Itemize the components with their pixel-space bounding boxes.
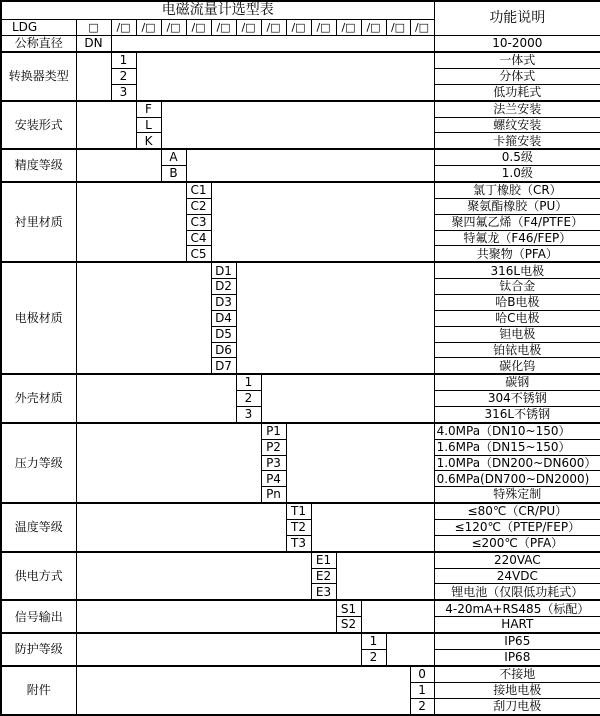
category-label: 信号输出 bbox=[1, 600, 76, 633]
category-label: 公称直径 bbox=[1, 36, 76, 52]
option-desc: 1.0MPa（DN200~DN600） bbox=[434, 455, 600, 471]
option-code: C1 bbox=[186, 182, 211, 198]
left-spacer-cell bbox=[76, 262, 211, 374]
model-slot-box: /□ bbox=[386, 20, 410, 36]
option-code: P3 bbox=[261, 455, 286, 471]
option-code: F bbox=[136, 101, 161, 117]
option-desc: 低功耗式 bbox=[434, 84, 600, 100]
option-desc: ≤120℃（PTEP/FEP） bbox=[434, 520, 600, 536]
option-desc: 螺纹安装 bbox=[434, 117, 600, 133]
option-desc: 钽电极 bbox=[434, 326, 600, 342]
right-spacer-cell bbox=[211, 182, 434, 262]
left-spacer-cell bbox=[76, 666, 410, 715]
option-desc: 哈C电极 bbox=[434, 310, 600, 326]
model-slot-box: /□ bbox=[211, 20, 236, 36]
left-spacer-cell bbox=[76, 374, 236, 423]
option-code: S1 bbox=[336, 600, 361, 616]
option-code: D4 bbox=[211, 310, 236, 326]
option-row bbox=[1, 552, 600, 568]
option-code: C2 bbox=[186, 199, 211, 215]
option-desc: HART bbox=[434, 617, 600, 633]
option-row bbox=[1, 374, 600, 390]
table-title: 电磁流量计选型表 bbox=[1, 1, 434, 20]
option-desc: 304不锈钢 bbox=[434, 391, 600, 407]
option-desc: 316L电极 bbox=[434, 262, 600, 278]
left-spacer-cell bbox=[76, 600, 336, 633]
option-desc: 220VAC bbox=[434, 552, 600, 568]
right-spacer-cell bbox=[136, 52, 434, 101]
option-code: 0 bbox=[410, 666, 434, 682]
option-code: E3 bbox=[311, 584, 336, 600]
category-label: 电极材质 bbox=[1, 262, 76, 374]
model-slot-box: /□ bbox=[111, 20, 136, 36]
option-code: P2 bbox=[261, 439, 286, 455]
option-desc: ≤200℃（PFA） bbox=[434, 535, 600, 551]
option-desc: 接地电极 bbox=[434, 682, 600, 698]
option-code: T2 bbox=[286, 520, 311, 536]
model-slot-box: /□ bbox=[361, 20, 386, 36]
right-spacer-cell bbox=[286, 423, 434, 503]
option-desc: 碳钢 bbox=[434, 374, 600, 390]
model-slot-box: /□ bbox=[311, 20, 336, 36]
diameter-code: DN bbox=[76, 36, 111, 52]
option-code: C3 bbox=[186, 214, 211, 230]
right-spacer-cell bbox=[161, 101, 434, 150]
option-code: D6 bbox=[211, 342, 236, 358]
option-code: D5 bbox=[211, 326, 236, 342]
right-spacer-cell bbox=[386, 633, 434, 666]
option-desc: IP68 bbox=[434, 650, 600, 666]
right-spacer-cell bbox=[186, 149, 434, 182]
option-desc: ≤80℃（CR/PU） bbox=[434, 503, 600, 519]
left-spacer-cell bbox=[76, 52, 111, 101]
option-desc: 4-20mA+RS485（标配） bbox=[434, 600, 600, 616]
option-desc: 316L不锈钢 bbox=[434, 406, 600, 422]
option-code: 1 bbox=[410, 682, 434, 698]
model-slot-box: /□ bbox=[161, 20, 186, 36]
option-desc: 碳化钨 bbox=[434, 358, 600, 374]
category-label: 转换器类型 bbox=[1, 52, 76, 101]
option-row bbox=[1, 149, 600, 165]
left-spacer-cell bbox=[76, 423, 261, 503]
model-slot-box: /□ bbox=[286, 20, 311, 36]
option-code: 2 bbox=[361, 650, 386, 666]
right-spacer-cell bbox=[236, 262, 434, 374]
category-label: 压力等级 bbox=[1, 423, 76, 503]
right-spacer-cell bbox=[336, 552, 434, 601]
option-desc: 共聚物（PFA） bbox=[434, 246, 600, 262]
category-label: 外壳材质 bbox=[1, 374, 76, 423]
option-row bbox=[1, 262, 600, 278]
left-spacer-cell bbox=[76, 503, 286, 552]
left-spacer-cell bbox=[76, 633, 361, 666]
left-spacer-cell bbox=[76, 552, 311, 601]
function-column-header: 功能说明 bbox=[434, 1, 600, 36]
option-desc: 氯丁橡胶（CR） bbox=[434, 182, 600, 198]
category-label: 温度等级 bbox=[1, 503, 76, 552]
option-code: B bbox=[161, 166, 186, 182]
category-label: 防护等级 bbox=[1, 633, 76, 666]
option-code: 3 bbox=[111, 84, 136, 100]
model-slot-box: /□ bbox=[261, 20, 286, 36]
option-code: T1 bbox=[286, 503, 311, 519]
option-row bbox=[1, 633, 600, 649]
diameter-row bbox=[1, 36, 600, 52]
option-desc: 法兰安装 bbox=[434, 101, 600, 117]
option-desc: 4.0MPa（DN10~150） bbox=[434, 423, 600, 439]
option-code: 2 bbox=[236, 391, 261, 407]
option-desc: 特殊定制 bbox=[434, 487, 600, 503]
option-code: D1 bbox=[211, 262, 236, 278]
option-desc: 24VDC bbox=[434, 568, 600, 584]
option-row bbox=[1, 52, 600, 68]
option-row bbox=[1, 503, 600, 519]
option-row bbox=[1, 182, 600, 198]
option-code: C4 bbox=[186, 230, 211, 246]
option-code: P4 bbox=[261, 471, 286, 487]
model-first-box: □ bbox=[76, 20, 111, 36]
option-desc: IP65 bbox=[434, 633, 600, 649]
option-desc: 锂电池（仅限低功耗式） bbox=[434, 584, 600, 600]
option-code: K bbox=[136, 133, 161, 149]
option-code: P1 bbox=[261, 423, 286, 439]
option-desc: 1.6MPa（DN15~150） bbox=[434, 439, 600, 455]
option-code: D7 bbox=[211, 358, 236, 374]
option-code: 1 bbox=[236, 374, 261, 390]
right-spacer-cell bbox=[311, 503, 434, 552]
left-spacer-cell bbox=[76, 182, 186, 262]
left-spacer-cell bbox=[76, 101, 136, 150]
option-code: E1 bbox=[311, 552, 336, 568]
category-label: 供电方式 bbox=[1, 552, 76, 601]
option-desc: 0.5级 bbox=[434, 149, 600, 165]
model-slot-box: /□ bbox=[236, 20, 261, 36]
left-spacer-cell bbox=[76, 149, 161, 182]
option-code: 3 bbox=[236, 406, 261, 422]
model-slot-box: /□ bbox=[410, 20, 434, 36]
option-desc: 聚氨酯橡胶（PU） bbox=[434, 199, 600, 215]
right-spacer-cell bbox=[361, 600, 434, 633]
spacer-cell bbox=[111, 36, 434, 52]
category-label: 衬里材质 bbox=[1, 182, 76, 262]
option-desc: 哈B电极 bbox=[434, 295, 600, 311]
model-prefix: LDG bbox=[1, 20, 76, 36]
option-code: D2 bbox=[211, 279, 236, 295]
option-code: 2 bbox=[111, 68, 136, 84]
model-slot-box: /□ bbox=[336, 20, 361, 36]
option-row bbox=[1, 666, 600, 682]
option-code: E2 bbox=[311, 568, 336, 584]
option-desc: 卡箍安装 bbox=[434, 133, 600, 149]
right-spacer-cell bbox=[261, 374, 434, 423]
option-code: T3 bbox=[286, 535, 311, 551]
option-desc: 0.6MPa(DN700~DN2000) bbox=[434, 471, 600, 487]
option-code: D3 bbox=[211, 295, 236, 311]
option-blocks bbox=[1, 52, 600, 715]
option-desc: 一体式 bbox=[434, 52, 600, 68]
option-desc: 刮刀电极 bbox=[434, 698, 600, 715]
option-code: 1 bbox=[361, 633, 386, 649]
category-label: 附件 bbox=[1, 666, 76, 715]
option-row bbox=[1, 101, 600, 117]
option-desc: 钛合金 bbox=[434, 279, 600, 295]
model-slot-box: /□ bbox=[186, 20, 211, 36]
option-desc: 不接地 bbox=[434, 666, 600, 682]
category-label: 精度等级 bbox=[1, 149, 76, 182]
option-row bbox=[1, 600, 600, 616]
option-code: 1 bbox=[111, 52, 136, 68]
option-desc: 1.0级 bbox=[434, 166, 600, 182]
title-row bbox=[1, 1, 600, 20]
option-desc: 铂铱电极 bbox=[434, 342, 600, 358]
option-row bbox=[1, 423, 600, 439]
model-slot-box: /□ bbox=[136, 20, 161, 36]
option-code: C5 bbox=[186, 246, 211, 262]
category-label: 安装形式 bbox=[1, 101, 76, 150]
option-desc: 10-2000 bbox=[434, 36, 600, 52]
option-code: L bbox=[136, 117, 161, 133]
option-code: 2 bbox=[410, 698, 434, 715]
option-desc: 分体式 bbox=[434, 68, 600, 84]
option-code: Pn bbox=[261, 487, 286, 503]
option-code: S2 bbox=[336, 617, 361, 633]
option-desc: 聚四氟乙烯（F4/PTFE） bbox=[434, 214, 600, 230]
option-code: A bbox=[161, 149, 186, 165]
option-desc: 特氟龙（F46/FEP） bbox=[434, 230, 600, 246]
